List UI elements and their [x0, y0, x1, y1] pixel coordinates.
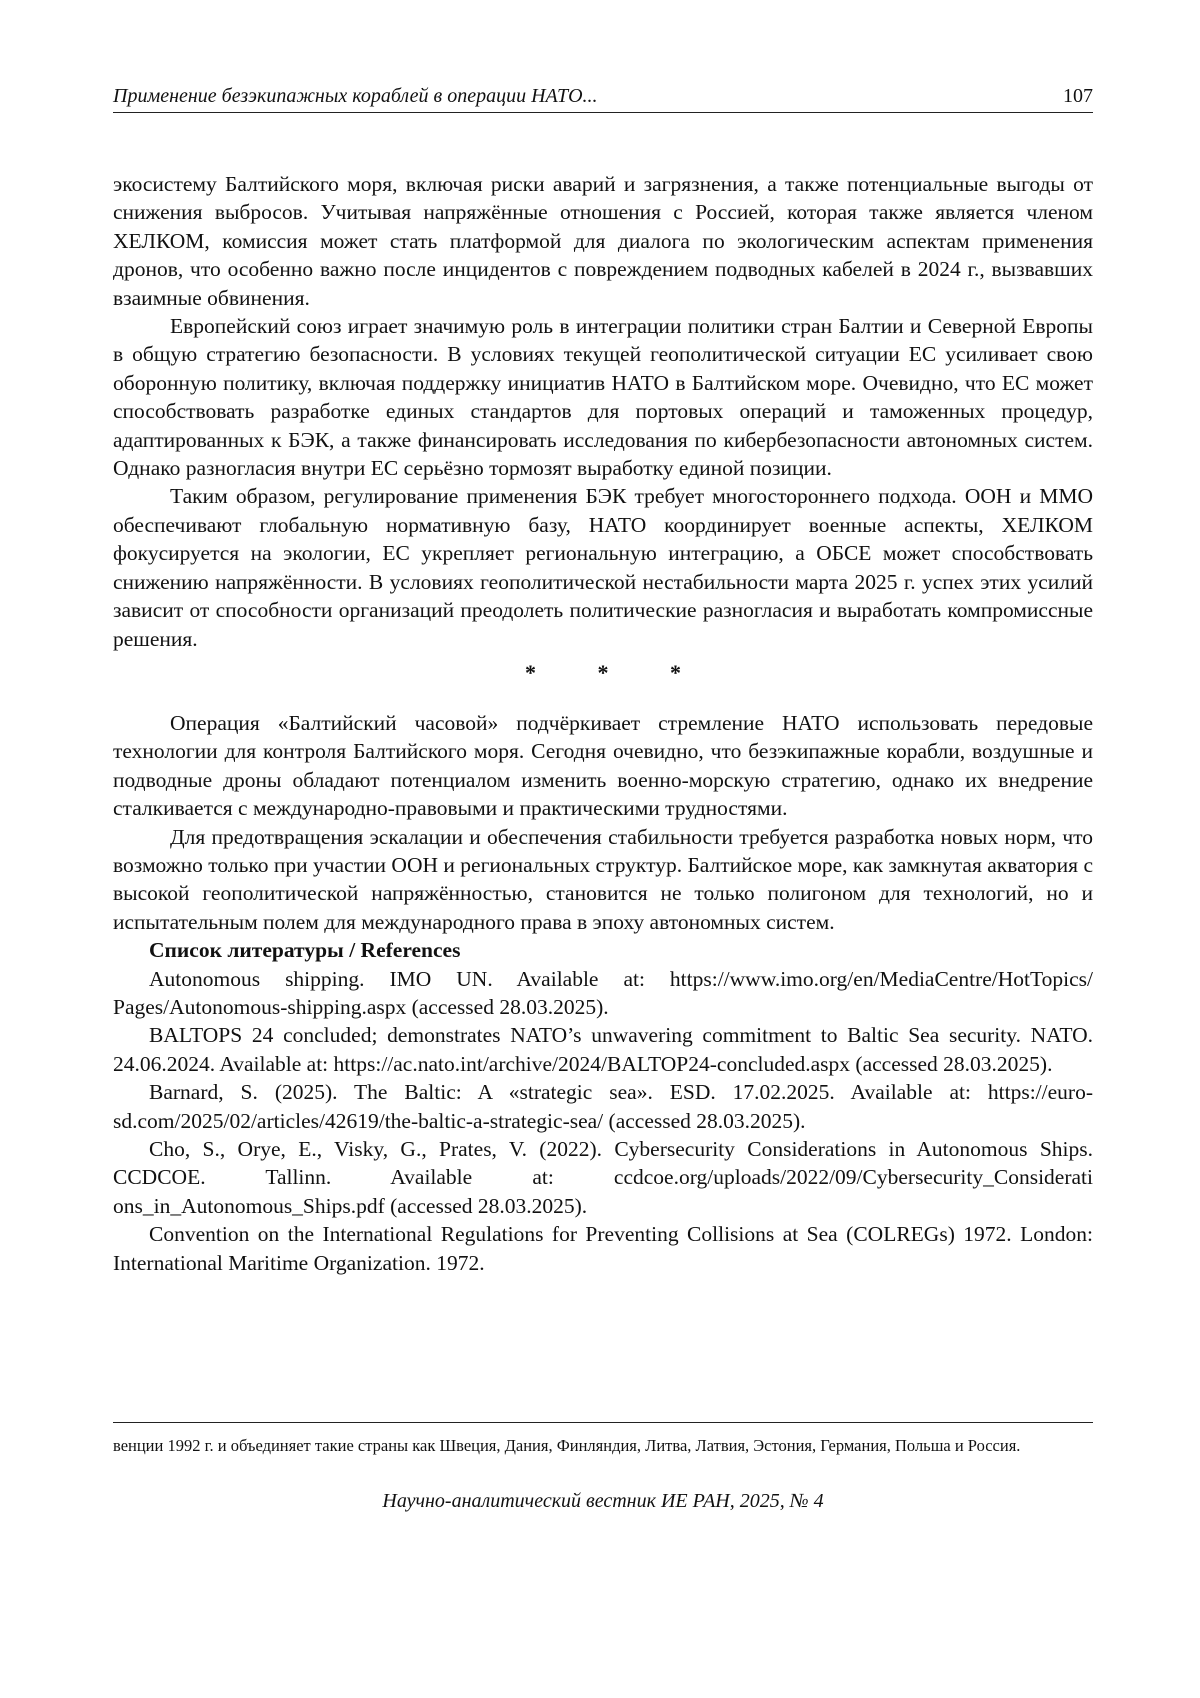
references-heading: Список литературы / References — [149, 938, 461, 963]
separator-star: * — [525, 659, 536, 685]
running-title: Применение безэкипажных кораблей в операции НАТО... — [113, 85, 598, 107]
paragraph: Европейский союз играет значимую роль в интеграции политики стран Балтии и Северной Европы в общую стратегию безопасности. В условиях текущей геополитической ситуации ЕС усиливает свою оборонную политику, включая поддержку инициатив НАТО в Балтийском море. Очевидно, что ЕС может способствовать разработке единых стандартов для портовых операций и таможенных процедур, адаптированных к БЭК, а также финансировать исследования по кибербезопасности автономных систем. Однако разногласия внутри ЕС серьёзно тормозят выработку единой позиции. — [113, 314, 1093, 481]
reference-item: Autonomous shipping. IMO UN. Available at: https://www.imo.org/en/MediaCentre/HotTopics/ Pages/Autonomous-shipping.aspx (accessed 28.03.2025). — [113, 966, 1093, 1019]
paragraph: Операция «Балтийский часовой» подчёркивает стремление НАТО использовать передовые технологии для контроля Балтийского моря. Сегодня очевидно, что безэкипажные корабли, воздушные и подводные дроны обладают потенциалом изменить военно-морскую стратегию, однако их внедрение сталкивается с международно-правовыми и практическими трудностями. — [113, 710, 1093, 821]
paragraph: экосистему Балтийского моря, включая риски аварий и загрязнения, а также потенциальные выгоды от снижения выбросов. Учитывая напряжённые отношения с Россией, которая также является членом ХЕЛКОМ, комиссия может стать платформой для диалога по экологическим аспектам применения дронов, что особенно важно после инцидентов с повреждением подводных кабелей в 2024 г., вызвавших взаимные обвинения. — [113, 172, 1093, 310]
footnote: венции 1992 г. и объединяет такие страны как Швеция, Дания, Финляндия, Литва, Латвия, Эстония, Германия, Польша и Россия. — [113, 1436, 1021, 1455]
section-separator — [113, 653, 1093, 709]
header-rule — [113, 112, 1093, 113]
separator-star: * — [670, 659, 681, 685]
page-number: 107 — [1063, 85, 1093, 107]
reference-item: BALTOPS 24 concluded; demonstrates NATO’s unwavering commitment to Baltic Sea security. NATO. 24.06.2024. Available at: https://ac.nato.int/archive/2024/BALTOP24-concluded.aspx (accessed 28.03.2025). — [113, 1023, 1093, 1076]
paragraph: Для предотвращения эскалации и обеспечения стабильности требуется разработка новых норм, что возможно только при участии ООН и региональных структур. Балтийское море, как замкнутая акватория с высокой геополитической напряжённостью, становится не только полигоном для технологий, но и испытательным полем для международного права в эпоху автономных систем. — [113, 824, 1093, 934]
reference-item: Cho, S., Orye, E., Visky, G., Prates, V. (2022). Cybersecurity Considerations in Autonomous Ships. CCDCOE. Tallinn. Available at: ccdcoe.org/uploads/2022/09/Cybersecurity_Considerati ons_in_Autonomous_Ships.pdf (accessed 28.03.2025). — [113, 1137, 1093, 1218]
paragraph: Таким образом, регулирование применения БЭК требует многостороннего подхода. ООН и ММО обеспечивают глобальную нормативную базу, НАТО координирует военные аспекты, ХЕЛКОМ фокусируется на экологии, ЕС укрепляет региональную интеграцию, а ОБСЕ может способствовать снижению напряжённости. В условиях геополитической нестабильности марта 2025 г. успех этих усилий зависит от способности организаций преодолеть политические разногласия и выработать компромиссные решения. — [113, 484, 1093, 651]
running-header — [113, 84, 1093, 108]
separator-star: * — [597, 659, 609, 685]
journal-footer: Научно-аналитический вестник ИЕ РАН, 2025, № 4 — [382, 1490, 824, 1512]
footnote-rule — [113, 1422, 1093, 1423]
body-text — [113, 170, 1093, 1277]
reference-item: Barnard, S. (2025). The Baltic: A «strategic sea». ESD. 17.02.2025. Available at: https://eurosd.com/2025/02/articles/42619/the-baltic-a-strategic-sea/ (accessed 28.03.2025). — [113, 1080, 1093, 1133]
reference-item: Convention on the International Regulations for Preventing Collisions at Sea (COLREGs) 1972. London: International Maritime Organization. 1972. — [113, 1222, 1093, 1275]
